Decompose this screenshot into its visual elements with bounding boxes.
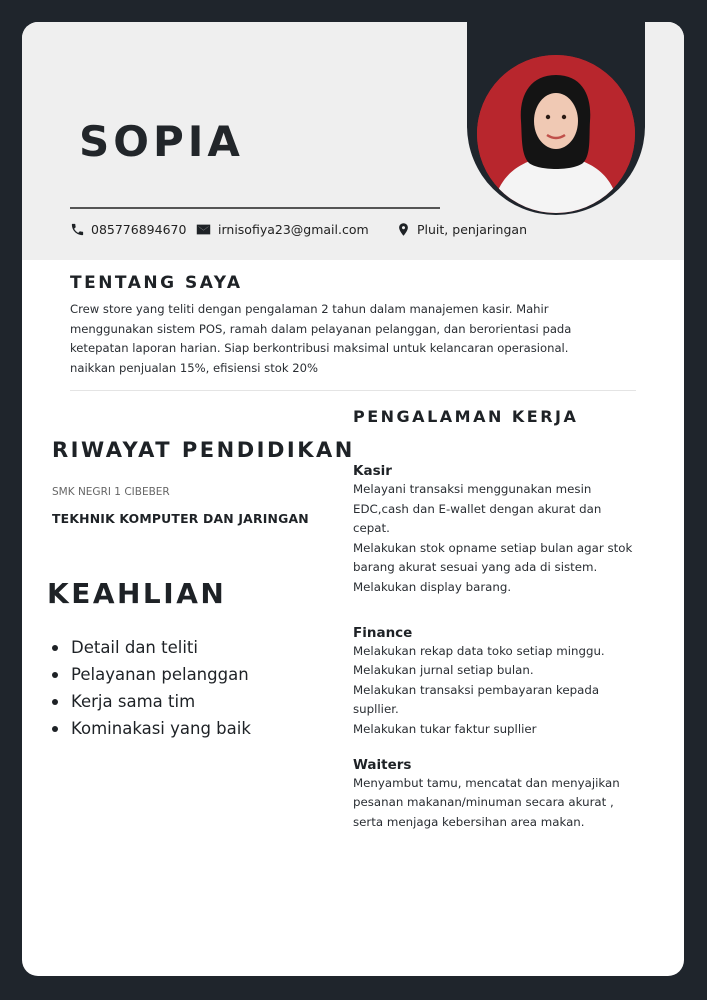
- bullet-icon: [52, 645, 58, 651]
- contact-email: [195, 222, 369, 237]
- about-text: [70, 300, 630, 378]
- job-line: cepat.: [353, 521, 390, 536]
- job-line: Melakukan rekap data toko setiap minggu.: [353, 643, 605, 658]
- job-line: pesanan makanan/minuman secara akurat ,: [353, 795, 614, 810]
- skill-item: [50, 661, 251, 688]
- experience-heading: PENGALAMAN KERJA: [353, 407, 579, 426]
- jobs-list: [353, 462, 653, 848]
- bullet-icon: [52, 726, 58, 732]
- about-line: Crew store yang teliti dengan pengalaman 2 tahun dalam manajemen kasir. Mahir: [70, 302, 549, 316]
- email-address: irnisofiya23@gmail.com: [218, 222, 369, 237]
- header-divider: [70, 207, 440, 209]
- about-line: naikkan penjualan 15%, efisiensi stok 20%: [70, 360, 319, 375]
- job-line: Menyambut tamu, mencatat dan menyajikan: [353, 775, 620, 790]
- job-entry: [353, 624, 653, 740]
- job-line: serta menjaga kebersihan area makan.: [353, 814, 585, 829]
- job-line: Melakukan transaksi pembayaran kepada: [353, 682, 600, 697]
- education-heading: RIWAYAT PENDIDIKAN: [52, 438, 355, 462]
- skill-label: Kerja sama tim: [71, 692, 196, 711]
- skill-label: Detail dan teliti: [71, 638, 198, 657]
- about-heading: TENTANG SAYA: [70, 273, 243, 293]
- mail-icon: [195, 222, 212, 237]
- job-line: Melakukan stok opname setiap bulan agar stok: [353, 540, 633, 555]
- resume-card: [22, 22, 684, 976]
- profile-photo: [477, 55, 635, 213]
- section-divider: [70, 390, 636, 391]
- job-line: supllier.: [353, 702, 399, 717]
- job-line: Melakukan tukar faktur supllier: [353, 721, 537, 736]
- skills-heading: KEAHLIAN: [47, 577, 227, 610]
- about-line: ketepatan laporan harian. Siap berkontribusi maksimal untuk kelancaran operasional.: [70, 341, 569, 355]
- job-title: Kasir: [353, 463, 392, 479]
- job-entry: [353, 462, 653, 598]
- job-line: Melayani transaksi menggunakan mesin: [353, 482, 592, 496]
- map-pin-icon: [396, 222, 411, 237]
- job-line: barang akurat sesuai yang ada di sistem.: [353, 560, 598, 575]
- job-line: Melakukan jurnal setiap bulan.: [353, 663, 534, 678]
- contact-phone: [70, 222, 186, 237]
- location-text: Pluit, penjaringan: [417, 222, 527, 237]
- major-name: TEKHNIK KOMPUTER DAN JARINGAN: [52, 511, 309, 526]
- skill-label: Pelayanan pelanggan: [71, 665, 249, 684]
- job-title: Waiters: [353, 756, 412, 773]
- about-line: menggunakan sistem POS, ramah dalam pelayanan pelanggan, dan berorientasi pada: [70, 321, 572, 336]
- bullet-icon: [52, 699, 58, 705]
- skill-item: [50, 634, 251, 661]
- phone-icon: [70, 222, 85, 237]
- contact-location: [396, 222, 527, 237]
- skill-label: Kominakasi yang baik: [71, 719, 251, 738]
- portrait-image: [477, 55, 635, 213]
- school-name: SMK NEGRI 1 CIBEBER: [52, 486, 170, 498]
- skill-item: [50, 715, 251, 742]
- skill-item: [50, 688, 251, 715]
- skills-list: [50, 634, 251, 742]
- bullet-icon: [52, 672, 58, 678]
- job-entry: [353, 756, 653, 833]
- job-title: Finance: [353, 624, 413, 641]
- phone-number: 085776894670: [91, 222, 187, 237]
- job-line: Melakukan display barang.: [353, 579, 512, 594]
- job-line: EDC,cash dan E-wallet dengan akurat dan: [353, 501, 602, 516]
- candidate-name: SOPIA: [79, 117, 244, 166]
